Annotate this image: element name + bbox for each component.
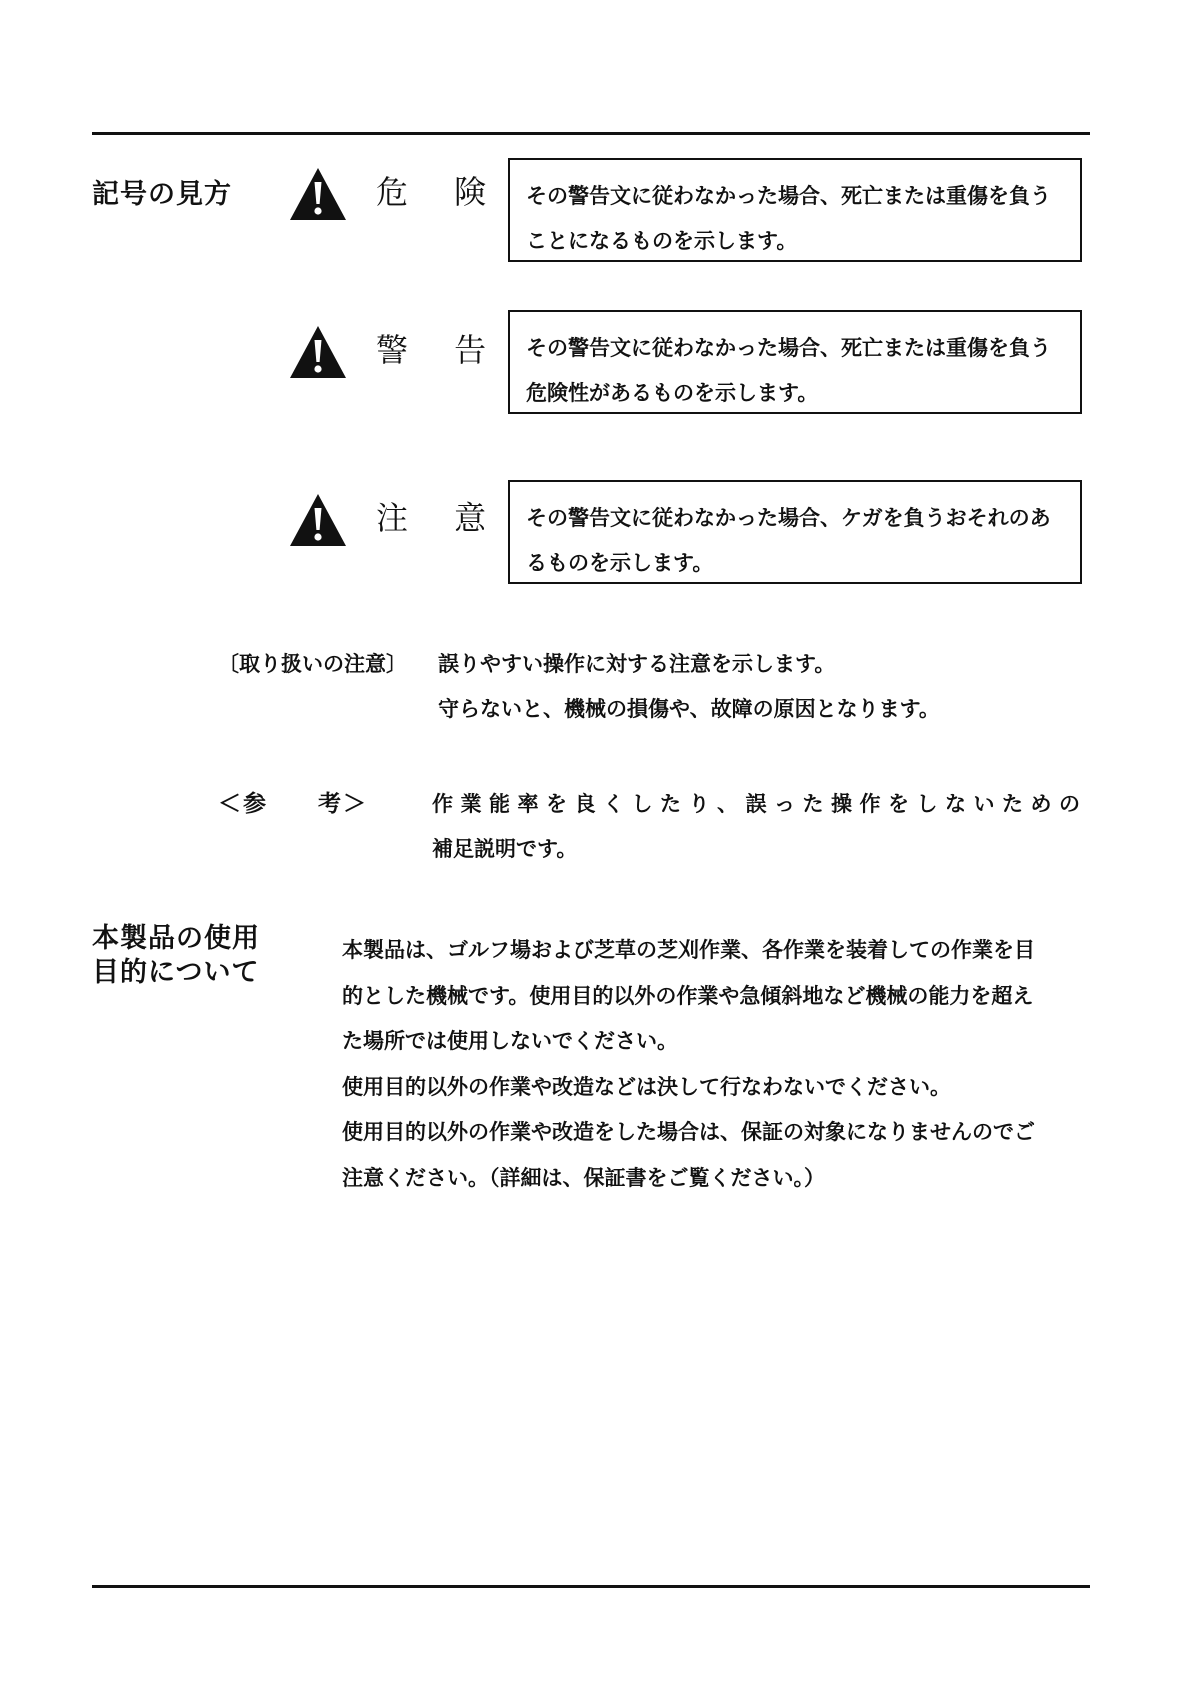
symbols-heading: 記号の見方	[92, 179, 232, 210]
caution-row	[288, 480, 1090, 588]
reference-line: 作業能率を良くしたり、誤った操作をしないための	[432, 792, 1088, 816]
warning-triangle-icon	[288, 492, 348, 548]
caution-description-line: その警告文に従わなかった場合、ケガを負うおそれのあ	[526, 506, 1051, 530]
purpose-heading	[92, 922, 292, 990]
warning-triangle-icon	[288, 166, 348, 222]
purpose-line: 使用目的以外の作業や改造などは決して行なわないでください。	[342, 1074, 951, 1099]
warning-description-line: その警告文に従わなかった場合、死亡または重傷を負う	[526, 336, 1051, 360]
warning-triangle-icon	[288, 324, 348, 380]
purpose-line: 使用目的以外の作業や改造をした場合は、保証の対象になりませんのでご	[342, 1120, 1035, 1144]
danger-description-box	[508, 158, 1082, 262]
purpose-heading-line: 目的について	[92, 957, 260, 988]
handling-label: 〔取り扱いの注意〕	[218, 652, 407, 676]
warning-description-box	[508, 310, 1082, 414]
reference-label: ＜参 考＞	[218, 791, 368, 817]
purpose-line: 的とした機械です。使用目的以外の作業や急傾斜地など機械の能力を超え	[342, 983, 1034, 1008]
warning-description-line: 危険性があるものを示します。	[526, 381, 819, 405]
top-rule	[92, 132, 1090, 135]
caution-description-line: るものを示します。	[526, 551, 714, 575]
reference-line: 補足説明です。	[432, 837, 578, 861]
purpose-body	[342, 928, 1090, 1201]
warning-row	[288, 310, 1090, 418]
reference-text	[432, 782, 1088, 872]
purpose-line: 注意ください。（詳細は、保証書をご覧ください。）	[342, 1165, 825, 1190]
warning-label: 警 告	[376, 331, 505, 369]
caution-description-box	[508, 480, 1082, 584]
danger-description-line: ことになるものを示します。	[526, 229, 798, 253]
purpose-line: 本製品は、ゴルフ場および芝草の芝刈作業、各作業を装着しての作業を目	[342, 938, 1035, 962]
caution-label: 注 意	[376, 499, 505, 537]
purpose-line: た場所では使用しないでください。	[342, 1029, 678, 1053]
handling-text	[438, 642, 940, 732]
bottom-rule	[92, 1585, 1090, 1588]
danger-row	[288, 158, 1090, 266]
danger-description-line: その警告文に従わなかった場合、死亡または重傷を負う	[526, 184, 1051, 208]
handling-line: 誤りやすい操作に対する注意を示します。	[438, 652, 836, 676]
purpose-heading-line: 本製品の使用	[92, 923, 260, 954]
handling-line: 守らないと、機械の損傷や、故障の原因となります。	[438, 697, 940, 721]
danger-label: 危 険	[376, 173, 505, 211]
